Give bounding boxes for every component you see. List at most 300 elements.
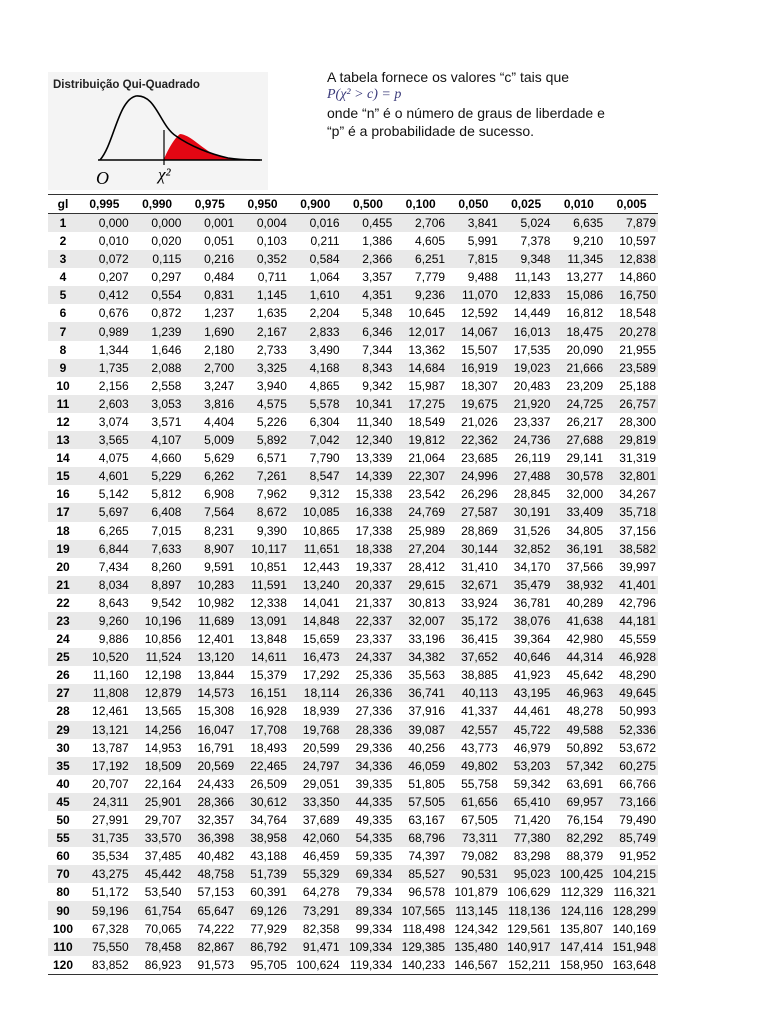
- critical-value-cell: 39,997: [619, 559, 656, 574]
- critical-value-cell: 24,736: [513, 433, 551, 448]
- critical-value-cell: 46,928: [619, 650, 656, 665]
- critical-value-cell: 1,237: [204, 306, 235, 321]
- critical-value-cell: 10,520: [92, 650, 129, 665]
- critical-value-cell: 118,136: [507, 903, 551, 918]
- critical-value-cell: 1,344: [98, 342, 129, 357]
- critical-value-cell: 0,297: [151, 270, 182, 285]
- critical-value-cell: 37,916: [408, 704, 446, 719]
- critical-value-cell: 3,357: [362, 270, 393, 285]
- critical-value-cell: 20,599: [302, 740, 340, 755]
- critical-value-cell: 21,920: [513, 396, 551, 411]
- table-row: [48, 938, 658, 956]
- critical-value-cell: 17,292: [302, 668, 340, 683]
- critical-value-cell: 0,016: [309, 216, 340, 230]
- critical-value-cell: 2,366: [362, 252, 393, 267]
- critical-value-cell: 32,801: [619, 469, 656, 484]
- critical-value-cell: 10,117: [251, 541, 287, 556]
- critical-value-cell: 26,296: [461, 487, 498, 502]
- critical-value-cell: 39,087: [408, 722, 446, 737]
- table-row: [48, 214, 658, 233]
- critical-value-cell: 7,434: [98, 559, 129, 574]
- critical-value-cell: 20,090: [566, 342, 604, 357]
- critical-value-cell: 9,210: [573, 234, 604, 249]
- critical-value-cell: 0,831: [204, 288, 235, 303]
- critical-value-cell: 17,535: [513, 342, 551, 357]
- critical-value-cell: 70,065: [144, 921, 182, 936]
- critical-value-cell: 9,542: [151, 595, 182, 610]
- critical-value-cell: 21,666: [566, 360, 604, 375]
- critical-value-cell: 12,838: [619, 252, 656, 267]
- degrees-of-freedom-cell: 4: [59, 270, 67, 285]
- critical-value-cell: 91,471: [302, 939, 340, 954]
- critical-value-cell: 17,275: [408, 396, 446, 411]
- table-row: [48, 322, 658, 340]
- table-row: [48, 721, 658, 739]
- critical-value-cell: 40,256: [408, 740, 446, 755]
- critical-value-cell: 35,172: [461, 614, 498, 629]
- critical-value-cell: 112,329: [560, 885, 604, 900]
- critical-value-cell: 3,940: [256, 378, 287, 393]
- critical-value-cell: 4,404: [204, 414, 235, 429]
- critical-value-cell: 77,929: [250, 921, 287, 936]
- critical-value-cell: 26,757: [619, 396, 656, 411]
- critical-value-cell: 6,262: [204, 469, 235, 484]
- critical-value-cell: 11,524: [145, 650, 182, 665]
- critical-value-cell: 16,473: [302, 650, 340, 665]
- critical-value-cell: 14,860: [619, 270, 656, 285]
- critical-value-cell: 29,707: [144, 813, 182, 828]
- critical-value-cell: 13,848: [250, 632, 287, 647]
- critical-value-cell: 13,339: [355, 451, 393, 466]
- critical-value-cell: 6,346: [362, 324, 393, 339]
- critical-value-cell: 59,335: [355, 849, 393, 864]
- critical-value-cell: 7,815: [467, 252, 498, 267]
- critical-value-cell: 9,348: [520, 252, 551, 267]
- critical-value-cell: 2,603: [98, 396, 129, 411]
- critical-value-cell: 0,352: [256, 252, 287, 267]
- critical-value-cell: 12,017: [408, 324, 446, 339]
- critical-value-cell: 15,379: [250, 668, 287, 683]
- critical-value-cell: 9,312: [309, 487, 340, 502]
- critical-value-cell: 151,948: [612, 939, 656, 954]
- table-row: [48, 630, 658, 648]
- critical-value-cell: 21,064: [408, 451, 446, 466]
- critical-value-cell: 18,493: [250, 740, 287, 755]
- critical-value-cell: 34,805: [566, 523, 604, 538]
- critical-value-cell: 27,204: [408, 541, 446, 556]
- critical-value-cell: 0,051: [204, 234, 235, 249]
- critical-value-cell: 0,001: [204, 216, 235, 230]
- critical-value-cell: 7,261: [256, 469, 287, 484]
- critical-value-cell: 21,026: [461, 414, 498, 429]
- table-row: [48, 594, 658, 612]
- critical-value-cell: 57,505: [408, 794, 446, 809]
- critical-value-cell: 2,558: [151, 378, 182, 393]
- critical-value-cell: 0,072: [98, 252, 129, 267]
- critical-value-cell: 0,004: [256, 216, 287, 230]
- degrees-of-freedom-cell: 14: [56, 451, 70, 466]
- critical-value-cell: 0,584: [309, 252, 340, 267]
- probability-formula: P(χ² > c) = p: [327, 87, 402, 102]
- critical-value-cell: 8,547: [309, 469, 340, 484]
- degrees-of-freedom-cell: 1: [59, 216, 67, 230]
- critical-value-cell: 5,024: [520, 216, 551, 230]
- chi-square-graphic: [48, 72, 268, 190]
- critical-value-cell: 52,336: [619, 722, 656, 737]
- table-row: [48, 522, 658, 540]
- critical-value-cell: 40,482: [197, 849, 235, 864]
- critical-value-cell: 119,334: [342, 956, 395, 975]
- critical-value-cell: 44,314: [566, 650, 604, 665]
- critical-value-cell: 11,591: [251, 577, 287, 592]
- critical-value-cell: 18,307: [461, 378, 498, 393]
- critical-value-cell: 27,587: [461, 505, 498, 520]
- table-row: [48, 865, 658, 883]
- critical-value-cell: 91,573: [183, 956, 236, 975]
- degrees-of-freedom-cell: 6: [59, 306, 67, 321]
- critical-value-cell: 18,114: [303, 686, 340, 701]
- critical-value-cell: 4,575: [256, 396, 287, 411]
- critical-value-cell: 85,527: [408, 867, 446, 882]
- critical-value-cell: 3,074: [98, 414, 129, 429]
- critical-value-cell: 4,168: [309, 360, 340, 375]
- table-row: [48, 702, 658, 720]
- degrees-of-freedom-cell: 19: [56, 541, 70, 556]
- header-probability: 0,025: [500, 195, 553, 214]
- critical-value-cell: 19,023: [513, 360, 551, 375]
- critical-value-cell: 28,336: [355, 722, 393, 737]
- degrees-of-freedom-cell: 29: [56, 722, 70, 737]
- critical-value-cell: 53,540: [144, 885, 182, 900]
- critical-value-cell: 11,651: [303, 541, 340, 556]
- critical-value-cell: 2,180: [204, 342, 235, 357]
- critical-value-cell: 10,283: [197, 577, 235, 592]
- graphic-title: Distribuição Qui-Quadrado: [53, 79, 200, 91]
- critical-value-cell: 1,239: [151, 324, 182, 339]
- critical-value-cell: 24,311: [92, 794, 129, 809]
- critical-value-cell: 31,526: [513, 523, 551, 538]
- critical-value-cell: 28,412: [408, 559, 446, 574]
- critical-value-cell: 31,319: [619, 451, 656, 466]
- critical-value-cell: 32,007: [408, 614, 446, 629]
- critical-value-cell: 20,278: [619, 324, 656, 339]
- critical-value-cell: 29,819: [619, 433, 656, 448]
- critical-value-cell: 5,348: [362, 306, 393, 321]
- critical-value-cell: 45,642: [566, 668, 604, 683]
- critical-value-cell: 16,151: [250, 686, 287, 701]
- header-probability: 0,975: [183, 195, 236, 214]
- critical-value-cell: 14,041: [302, 595, 340, 610]
- critical-value-cell: 53,203: [513, 758, 551, 773]
- degrees-of-freedom-cell: 25: [56, 650, 70, 665]
- critical-value-cell: 74,397: [408, 849, 446, 864]
- critical-value-cell: 0,872: [151, 306, 182, 321]
- degrees-of-freedom-cell: 45: [56, 794, 70, 809]
- critical-value-cell: 15,507: [461, 342, 498, 357]
- degrees-of-freedom-cell: 60: [56, 849, 70, 864]
- critical-value-cell: 16,812: [566, 306, 604, 321]
- critical-value-cell: 25,336: [355, 668, 393, 683]
- table-row: [48, 775, 658, 793]
- critical-value-cell: 2,167: [256, 324, 287, 339]
- critical-value-cell: 3,571: [151, 414, 182, 429]
- critical-value-cell: 16,013: [513, 324, 551, 339]
- degrees-of-freedom-cell: 17: [56, 505, 70, 520]
- degrees-of-freedom-cell: 18: [56, 523, 70, 538]
- critical-value-cell: 7,015: [151, 523, 182, 538]
- degrees-of-freedom-cell: 28: [56, 704, 70, 719]
- critical-value-cell: 16,791: [197, 740, 235, 755]
- degrees-of-freedom-cell: 27: [56, 686, 70, 701]
- degrees-of-freedom-cell: 20: [56, 559, 70, 574]
- critical-value-cell: 22,362: [461, 433, 498, 448]
- critical-value-cell: 75,550: [92, 939, 129, 954]
- critical-value-cell: 118,498: [402, 921, 446, 936]
- degrees-of-freedom-cell: 8: [59, 342, 67, 357]
- critical-value-cell: 27,488: [513, 469, 551, 484]
- critical-value-cell: 44,461: [513, 704, 551, 719]
- critical-value-cell: 2,833: [309, 324, 340, 339]
- critical-value-cell: 22,465: [250, 758, 287, 773]
- critical-value-cell: 11,070: [461, 288, 498, 303]
- critical-value-cell: 13,121: [92, 722, 129, 737]
- critical-value-cell: 101,879: [454, 885, 498, 900]
- critical-value-cell: 3,841: [467, 216, 498, 230]
- critical-value-cell: 0,216: [204, 252, 235, 267]
- critical-value-cell: 34,170: [513, 559, 551, 574]
- table-row: [48, 431, 658, 449]
- critical-value-cell: 39,335: [355, 776, 393, 791]
- critical-value-cell: 34,267: [619, 487, 656, 502]
- header-probability: 0,050: [447, 195, 500, 214]
- degrees-of-freedom-cell: 35: [56, 758, 70, 773]
- critical-value-cell: 57,153: [197, 885, 235, 900]
- critical-value-cell: 67,328: [92, 921, 129, 936]
- critical-value-cell: 65,647: [197, 903, 235, 918]
- degrees-of-freedom-cell: 120: [48, 956, 78, 975]
- critical-value-cell: 31,410: [461, 559, 498, 574]
- critical-value-cell: 12,340: [355, 433, 393, 448]
- critical-value-cell: 32,671: [461, 577, 498, 592]
- critical-value-cell: 28,366: [197, 794, 235, 809]
- critical-value-cell: 9,236: [415, 288, 446, 303]
- critical-value-cell: 12,879: [144, 686, 182, 701]
- critical-value-cell: 6,571: [256, 451, 287, 466]
- critical-value-cell: 55,329: [302, 867, 340, 882]
- critical-value-cell: 14,573: [197, 686, 235, 701]
- critical-value-cell: 34,382: [408, 650, 446, 665]
- critical-value-cell: 7,633: [151, 541, 182, 556]
- header-probability: 0,900: [289, 195, 342, 214]
- critical-value-cell: 37,156: [619, 523, 656, 538]
- critical-value-cell: 1,690: [204, 324, 235, 339]
- critical-value-cell: 14,953: [144, 740, 182, 755]
- degrees-of-freedom-cell: 40: [56, 776, 70, 791]
- critical-value-cell: 48,290: [619, 668, 656, 683]
- critical-value-cell: 77,380: [513, 831, 551, 846]
- critical-value-cell: 1,735: [98, 360, 129, 375]
- critical-value-cell: 32,852: [513, 541, 551, 556]
- critical-value-cell: 124,116: [560, 903, 604, 918]
- critical-value-cell: 44,335: [355, 794, 393, 809]
- table-row: [48, 793, 658, 811]
- chi-square-table-container: [48, 194, 658, 975]
- header-probability: 0,005: [605, 195, 658, 214]
- critical-value-cell: 107,565: [401, 903, 446, 918]
- critical-value-cell: 15,987: [408, 378, 446, 393]
- critical-value-cell: 29,141: [566, 451, 604, 466]
- critical-value-cell: 27,336: [355, 704, 393, 719]
- critical-value-cell: 17,708: [250, 722, 287, 737]
- critical-value-cell: 129,561: [507, 921, 551, 936]
- critical-value-cell: 2,700: [204, 360, 235, 375]
- header-gl: gl: [48, 195, 78, 214]
- critical-value-cell: 27,688: [566, 433, 604, 448]
- critical-value-cell: 25,901: [144, 794, 182, 809]
- critical-value-cell: 41,923: [513, 668, 551, 683]
- critical-value-cell: 3,247: [204, 378, 235, 393]
- critical-value-cell: 33,570: [144, 831, 182, 846]
- critical-value-cell: 7,779: [415, 270, 446, 285]
- degrees-of-freedom-cell: 10: [56, 378, 70, 393]
- critical-value-cell: 0,554: [151, 288, 182, 303]
- table-row: [48, 413, 658, 431]
- critical-value-cell: 26,509: [250, 776, 287, 791]
- critical-value-cell: 23,685: [461, 451, 498, 466]
- critical-value-cell: 57,342: [566, 758, 604, 773]
- chi-square-table: [48, 194, 658, 975]
- critical-value-cell: 20,483: [513, 378, 551, 393]
- critical-value-cell: 11,340: [356, 414, 393, 429]
- critical-value-cell: 53,672: [619, 740, 656, 755]
- critical-value-cell: 65,410: [513, 794, 551, 809]
- critical-value-cell: 42,980: [566, 632, 604, 647]
- critical-value-cell: 6,304: [309, 414, 340, 429]
- critical-value-cell: 42,796: [619, 595, 656, 610]
- chi-label: χ²: [158, 165, 171, 184]
- critical-value-cell: 51,172: [92, 885, 129, 900]
- degrees-of-freedom-cell: 26: [56, 668, 70, 683]
- table-header-row: [48, 195, 658, 214]
- critical-value-cell: 113,145: [455, 903, 498, 918]
- critical-value-cell: 18,549: [408, 414, 446, 429]
- critical-value-cell: 129,385: [401, 939, 446, 954]
- critical-value-cell: 44,181: [619, 614, 656, 629]
- critical-value-cell: 3,325: [256, 360, 287, 375]
- critical-value-cell: 28,869: [461, 523, 498, 538]
- critical-value-cell: 5,892: [256, 433, 287, 448]
- critical-value-cell: 73,291: [302, 903, 340, 918]
- critical-value-cell: 51,805: [408, 776, 446, 791]
- critical-value-cell: 10,341: [355, 396, 393, 411]
- critical-value-cell: 24,769: [408, 505, 446, 520]
- critical-value-cell: 30,578: [566, 469, 604, 484]
- critical-value-cell: 19,812: [408, 433, 446, 448]
- critical-value-cell: 10,196: [144, 614, 182, 629]
- critical-value-cell: 32,000: [566, 487, 604, 502]
- degrees-of-freedom-cell: 50: [56, 813, 70, 828]
- critical-value-cell: 124,342: [454, 921, 498, 936]
- critical-value-cell: 34,336: [355, 758, 393, 773]
- critical-value-cell: 31,735: [92, 831, 129, 846]
- critical-value-cell: 79,082: [461, 849, 498, 864]
- critical-value-cell: 10,856: [144, 632, 182, 647]
- table-row: [48, 467, 658, 485]
- critical-value-cell: 88,379: [566, 849, 604, 864]
- table-row: [48, 648, 658, 666]
- table-row: [48, 359, 658, 377]
- header-probability: 0,010: [552, 195, 605, 214]
- critical-value-cell: 3,565: [98, 433, 129, 448]
- critical-value-cell: 89,334: [355, 903, 393, 918]
- critical-value-cell: 6,844: [98, 541, 129, 556]
- table-row: [48, 503, 658, 521]
- critical-value-cell: 8,231: [204, 523, 235, 538]
- critical-value-cell: 14,449: [513, 306, 551, 321]
- critical-value-cell: 28,300: [619, 414, 656, 429]
- critical-value-cell: 4,351: [362, 288, 393, 303]
- critical-value-cell: 6,408: [151, 505, 182, 520]
- critical-value-cell: 27,991: [92, 813, 129, 828]
- critical-value-cell: 7,378: [520, 234, 551, 249]
- critical-value-cell: 12,198: [144, 668, 182, 683]
- critical-value-cell: 55,758: [461, 776, 498, 791]
- table-row: [48, 341, 658, 359]
- critical-value-cell: 14,611: [251, 650, 287, 665]
- critical-value-cell: 42,060: [302, 831, 340, 846]
- critical-value-cell: 25,989: [408, 523, 446, 538]
- critical-value-cell: 23,337: [513, 414, 551, 429]
- critical-value-cell: 9,886: [98, 632, 129, 647]
- critical-value-cell: 0,010: [98, 234, 129, 249]
- critical-value-cell: 0,711: [257, 270, 287, 285]
- critical-value-cell: 30,813: [408, 595, 446, 610]
- critical-value-cell: 20,337: [355, 577, 393, 592]
- critical-value-cell: 79,334: [355, 885, 393, 900]
- critical-value-cell: 18,338: [355, 541, 393, 556]
- critical-value-cell: 48,278: [566, 704, 604, 719]
- critical-value-cell: 0,211: [310, 234, 340, 249]
- critical-value-cell: 83,298: [513, 849, 551, 864]
- critical-value-cell: 0,989: [98, 324, 129, 339]
- critical-value-cell: 45,442: [144, 867, 182, 882]
- critical-value-cell: 66,766: [619, 776, 656, 791]
- critical-value-cell: 73,166: [619, 794, 656, 809]
- critical-value-cell: 82,867: [197, 939, 235, 954]
- critical-value-cell: 95,023: [513, 867, 551, 882]
- critical-value-cell: 36,415: [461, 632, 498, 647]
- critical-value-cell: 0,115: [152, 252, 182, 267]
- critical-value-cell: 39,364: [513, 632, 551, 647]
- critical-value-cell: 30,612: [250, 794, 287, 809]
- critical-value-cell: 19,675: [461, 396, 498, 411]
- critical-value-cell: 67,505: [461, 813, 498, 828]
- critical-value-cell: 24,797: [302, 758, 340, 773]
- critical-value-cell: 13,565: [144, 704, 182, 719]
- table-row: [48, 576, 658, 594]
- critical-value-cell: 1,064: [309, 270, 340, 285]
- critical-value-cell: 5,991: [467, 234, 498, 249]
- degrees-of-freedom-cell: 30: [56, 740, 70, 755]
- critical-value-cell: 5,142: [98, 487, 129, 502]
- critical-value-cell: 0,455: [362, 216, 393, 230]
- critical-value-cell: 76,154: [566, 813, 604, 828]
- critical-value-cell: 15,659: [302, 632, 340, 647]
- critical-value-cell: 4,075: [98, 451, 129, 466]
- header-probability: 0,990: [131, 195, 184, 214]
- critical-value-cell: 79,490: [619, 813, 656, 828]
- critical-value-cell: 35,563: [408, 668, 446, 683]
